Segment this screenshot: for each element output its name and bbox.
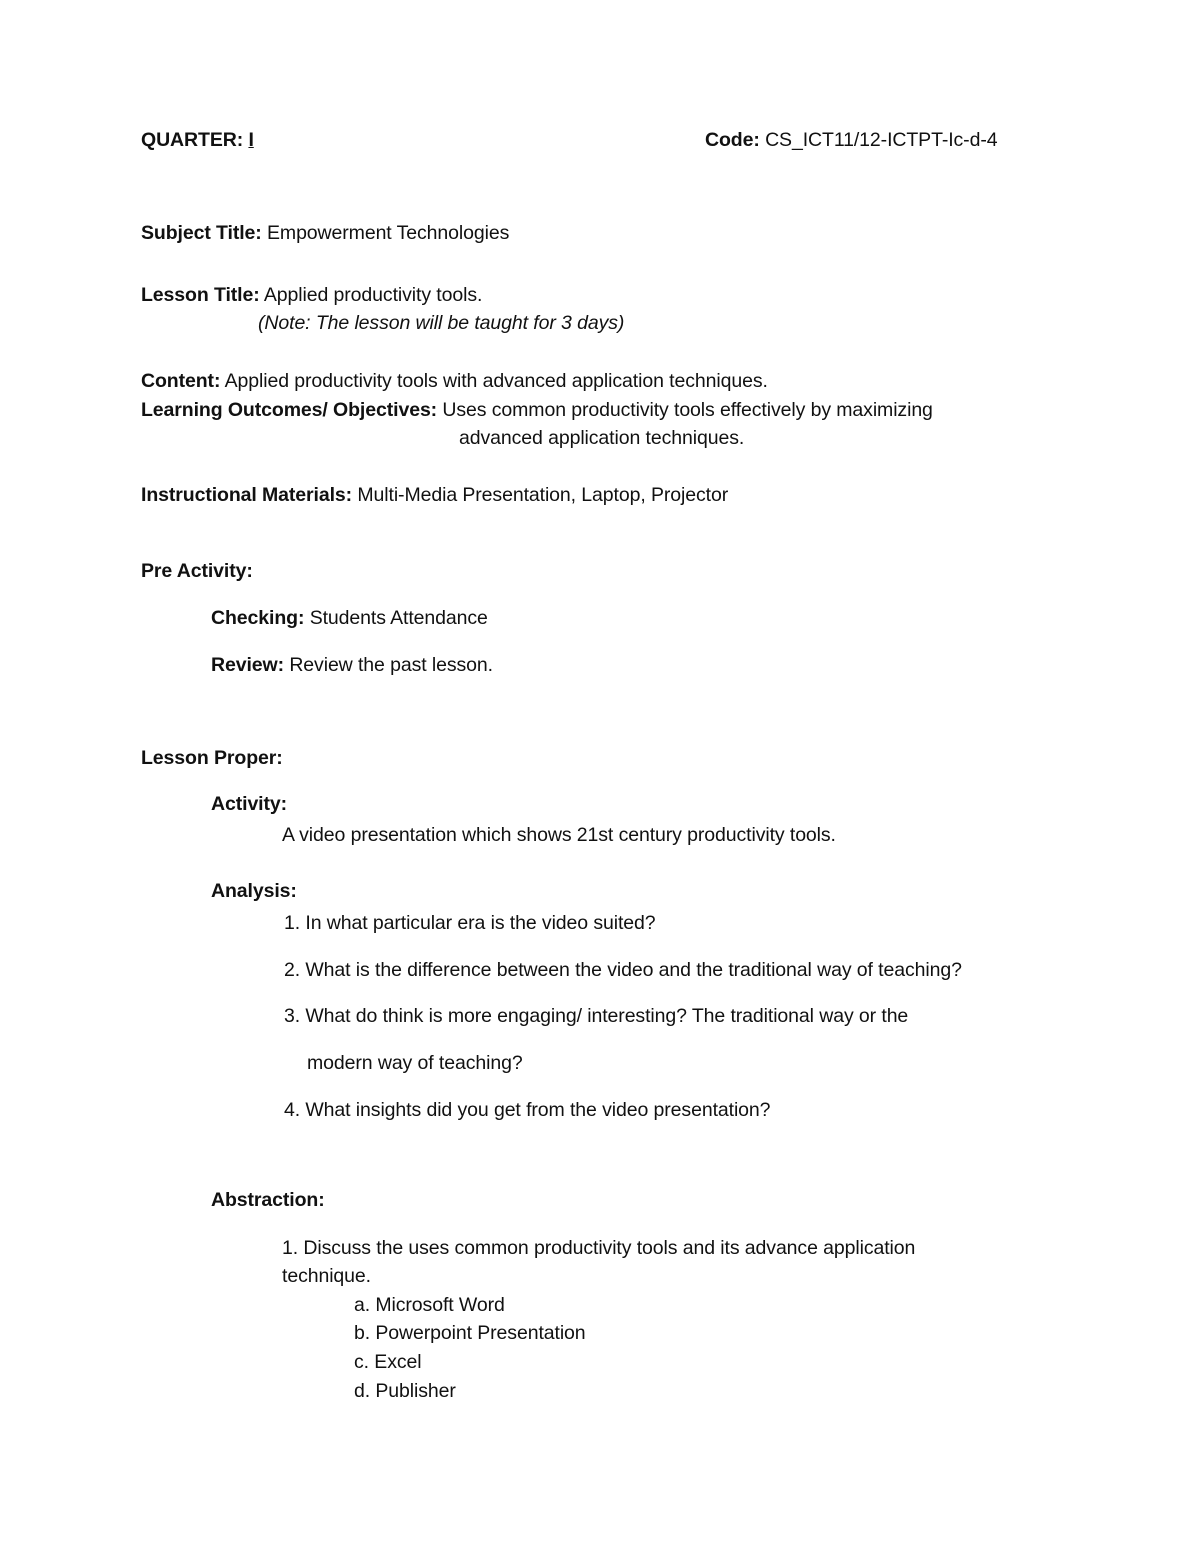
lesson-note: (Note: The lesson will be taught for 3 days) bbox=[258, 312, 625, 334]
content-line bbox=[141, 368, 768, 394]
abstraction-item-b: b. Powerpoint Presentation bbox=[354, 1322, 586, 1344]
analysis-item-2: 2. What is the difference between the video and the traditional way of teaching? bbox=[284, 959, 962, 981]
subject-label: Subject Title: bbox=[141, 222, 262, 244]
subject-line bbox=[141, 220, 509, 246]
outcomes-label: Learning Outcomes/ Objectives: bbox=[141, 399, 438, 421]
abstraction-item-c: c. Excel bbox=[354, 1351, 422, 1373]
outcomes-line2: advanced application techniques. bbox=[459, 427, 745, 449]
lesson-title-label: Lesson Title: bbox=[141, 284, 260, 306]
quarter-label: QUARTER: bbox=[141, 129, 244, 151]
lesson-proper-heading: Lesson Proper: bbox=[141, 747, 283, 769]
outcomes-line1: Uses common productivity tools effectively by maximizing bbox=[442, 399, 933, 421]
pre-activity-heading: Pre Activity: bbox=[141, 560, 253, 582]
abstraction-heading: Abstraction: bbox=[211, 1189, 325, 1211]
code-value: CS_ICT11/12-ICTPT-Ic-d-4 bbox=[765, 129, 998, 151]
quarter-line bbox=[141, 127, 254, 153]
activity-heading: Activity: bbox=[211, 793, 288, 815]
materials-line bbox=[141, 482, 728, 508]
review-label: Review: bbox=[211, 654, 284, 676]
checking-label: Checking: bbox=[211, 607, 305, 629]
review-value: Review the past lesson. bbox=[289, 654, 493, 676]
materials-label: Instructional Materials: bbox=[141, 484, 353, 506]
analysis-item-3-cont: modern way of teaching? bbox=[307, 1052, 523, 1074]
abstraction-line1: 1. Discuss the uses common productivity tools and its advance application bbox=[282, 1237, 916, 1259]
lesson-title-line bbox=[141, 282, 482, 308]
abstraction-line2: technique. bbox=[282, 1265, 371, 1287]
content-value: Applied productivity tools with advanced application techniques. bbox=[224, 370, 768, 392]
checking-value: Students Attendance bbox=[309, 607, 488, 629]
content-label: Content: bbox=[141, 370, 221, 392]
quarter-value: I bbox=[248, 129, 254, 151]
subject-value: Empowerment Technologies bbox=[267, 222, 510, 244]
activity-text: A video presentation which shows 21st century productivity tools. bbox=[282, 824, 836, 846]
code-line bbox=[705, 127, 997, 153]
analysis-heading: Analysis: bbox=[211, 880, 297, 902]
lesson-title-value: Applied productivity tools. bbox=[263, 284, 483, 306]
checking-line bbox=[211, 605, 488, 631]
materials-value: Multi-Media Presentation, Laptop, Projector bbox=[357, 484, 729, 506]
abstraction-item-a: a. Microsoft Word bbox=[354, 1294, 505, 1316]
analysis-item-1: 1. In what particular era is the video suited? bbox=[284, 912, 656, 934]
outcomes-line bbox=[141, 397, 933, 423]
review-line bbox=[211, 652, 493, 678]
abstraction-item-d: d. Publisher bbox=[354, 1380, 456, 1402]
analysis-item-4: 4. What insights did you get from the video presentation? bbox=[284, 1099, 771, 1121]
code-label: Code: bbox=[705, 129, 760, 151]
analysis-item-3: 3. What do think is more engaging/ interesting? The traditional way or the bbox=[284, 1005, 909, 1027]
